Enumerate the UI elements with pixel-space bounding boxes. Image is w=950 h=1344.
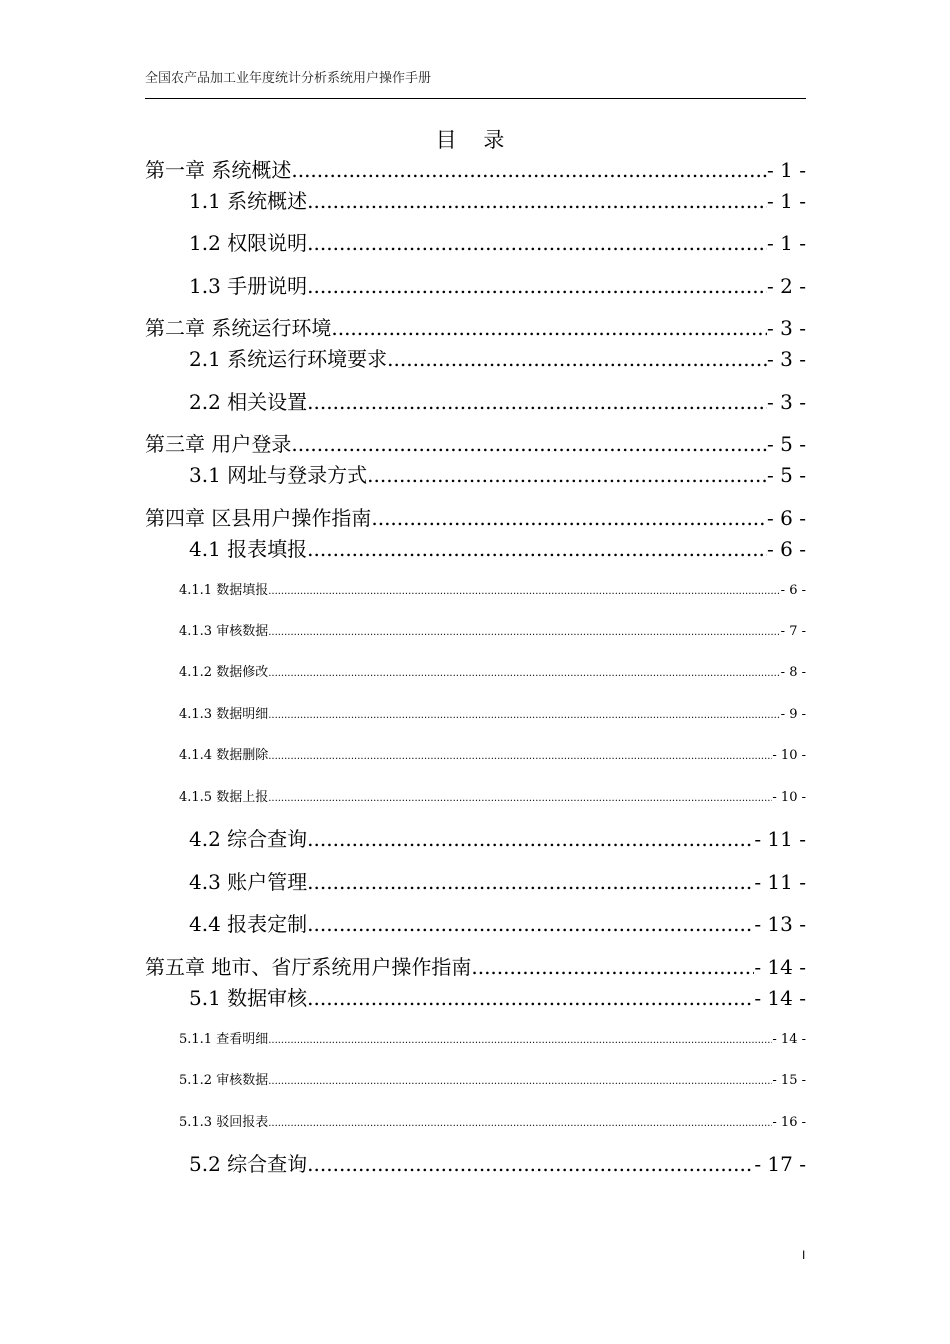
toc-entry-label: 4.1.2 数据修改 xyxy=(179,665,269,680)
dot-leader xyxy=(268,1115,772,1133)
toc-entry-subsection-4-1-4[interactable] xyxy=(179,747,806,766)
toc-entry-section-2-2[interactable] xyxy=(189,389,806,415)
header-divider xyxy=(145,98,806,99)
toc-entry-page: - 8 - xyxy=(780,665,806,680)
toc-entry-label: 1.2 权限说明 xyxy=(189,231,308,255)
toc-entry-page: - 3 - xyxy=(767,316,806,340)
toc-entry-section-4-1[interactable] xyxy=(189,536,806,562)
dot-leader xyxy=(367,462,767,488)
toc-entry-page: - 16 - xyxy=(772,1115,806,1130)
toc-entry-label: 4.1 报表填报 xyxy=(189,537,308,561)
toc-entry-page: - 3 - xyxy=(767,347,806,371)
toc-entry-page: - 11 - xyxy=(754,870,806,894)
toc-entry-label: 5.1.3 驳回报表 xyxy=(179,1115,269,1130)
toc-entry-section-1-2[interactable] xyxy=(189,230,806,256)
toc-entry-label: 第二章 系统运行环境 xyxy=(145,316,332,340)
toc-entry-section-1-3[interactable] xyxy=(189,273,806,299)
toc-entry-section-4-3[interactable] xyxy=(189,869,806,895)
toc-entry-section-2-1[interactable] xyxy=(189,346,806,372)
toc-entry-page: - 1 - xyxy=(767,158,806,182)
dot-leader xyxy=(371,505,767,531)
dot-leader xyxy=(471,954,754,980)
toc-entry-label: 1.3 手册说明 xyxy=(189,274,308,298)
toc-entry-page: - 9 - xyxy=(780,707,806,722)
toc-entry-label: 2.2 相关设置 xyxy=(189,390,308,414)
dot-leader xyxy=(268,624,780,642)
running-header: 全国农产品加工业年度统计分析系统用户操作手册 xyxy=(145,71,432,86)
toc-entry-label: 4.4 报表定制 xyxy=(189,912,308,936)
toc-entry-page: - 15 - xyxy=(772,1073,806,1088)
toc-entry-page: - 6 - xyxy=(780,583,806,598)
toc-entry-subsection-5-1-2[interactable] xyxy=(179,1072,806,1091)
dot-leader xyxy=(307,985,754,1011)
dot-leader xyxy=(307,536,767,562)
toc-entry-subsection-5-1-1[interactable] xyxy=(179,1031,806,1050)
toc-entry-page: - 2 - xyxy=(767,274,806,298)
dot-leader xyxy=(307,1151,754,1177)
toc-entry-subsection-4-1-3-detail[interactable] xyxy=(179,706,806,725)
toc-entry-section-4-2[interactable] xyxy=(189,826,806,852)
dot-leader xyxy=(307,389,767,415)
dot-leader xyxy=(268,1073,772,1091)
toc-entry-label: 5.2 综合查询 xyxy=(189,1152,308,1176)
page-number: I xyxy=(802,1248,806,1262)
dot-leader xyxy=(268,1032,772,1050)
dot-leader xyxy=(268,790,772,808)
dot-leader xyxy=(331,315,767,341)
toc-entry-section-5-2[interactable] xyxy=(189,1151,806,1177)
toc-entry-chapter-1[interactable] xyxy=(145,157,806,183)
toc-entry-page: - 6 - xyxy=(767,506,806,530)
toc-entry-page: - 6 - xyxy=(767,537,806,561)
dot-leader xyxy=(268,583,780,601)
toc-entry-label: 3.1 网址与登录方式 xyxy=(189,463,368,487)
dot-leader xyxy=(291,157,767,183)
toc-entry-page: - 14 - xyxy=(754,986,806,1010)
toc-entry-section-4-4[interactable] xyxy=(189,911,806,937)
toc-entry-section-3-1[interactable] xyxy=(189,462,806,488)
toc-entry-label: 4.3 账户管理 xyxy=(189,870,308,894)
toc-entry-section-1-1[interactable] xyxy=(189,188,806,214)
toc-title: 目 录 xyxy=(435,128,515,152)
toc-entry-chapter-2[interactable] xyxy=(145,315,806,341)
toc-entry-page: - 3 - xyxy=(767,390,806,414)
dot-leader xyxy=(268,707,780,725)
toc-entry-page: - 5 - xyxy=(767,432,806,456)
toc-entry-label: 第一章 系统概述 xyxy=(145,158,292,182)
toc-entry-page: - 1 - xyxy=(767,231,806,255)
dot-leader xyxy=(291,431,767,457)
toc-entry-label: 4.1.4 数据删除 xyxy=(179,748,269,763)
toc-entry-subsection-4-1-3-review[interactable] xyxy=(179,623,806,642)
toc-entry-label: 4.1.5 数据上报 xyxy=(179,790,269,805)
toc-entry-label: 1.1 系统概述 xyxy=(189,189,308,213)
toc-entry-page: - 10 - xyxy=(772,748,806,763)
dot-leader xyxy=(307,188,767,214)
toc-entry-label: 第五章 地市、省厅系统用户操作指南 xyxy=(145,955,472,979)
toc-entry-subsection-4-1-2[interactable] xyxy=(179,664,806,683)
dot-leader xyxy=(307,911,754,937)
toc-entry-label: 5.1 数据审核 xyxy=(189,986,308,1010)
toc-entry-page: - 13 - xyxy=(754,912,806,936)
toc-entry-label: 5.1.1 查看明细 xyxy=(179,1032,269,1047)
toc-entry-subsection-4-1-1[interactable] xyxy=(179,582,806,601)
toc-entry-chapter-5[interactable] xyxy=(145,954,806,980)
dot-leader xyxy=(268,748,772,766)
dot-leader xyxy=(387,346,767,372)
toc-entry-page: - 1 - xyxy=(767,189,806,213)
toc-entry-label: 第四章 区县用户操作指南 xyxy=(145,506,372,530)
toc-entry-page: - 17 - xyxy=(754,1152,806,1176)
toc-entry-label: 第三章 用户登录 xyxy=(145,432,292,456)
toc-entry-label: 4.1.3 数据明细 xyxy=(179,707,269,722)
toc-entry-page: - 5 - xyxy=(767,463,806,487)
dot-leader xyxy=(307,273,767,299)
toc-entry-page: - 14 - xyxy=(772,1032,806,1047)
toc-entry-chapter-3[interactable] xyxy=(145,431,806,457)
toc-entry-page: - 10 - xyxy=(772,790,806,805)
dot-leader xyxy=(307,230,767,256)
toc-entry-page: - 7 - xyxy=(780,624,806,639)
dot-leader xyxy=(268,665,780,683)
toc-entry-chapter-4[interactable] xyxy=(145,505,806,531)
dot-leader xyxy=(307,826,754,852)
dot-leader xyxy=(307,869,754,895)
toc-entry-label: 5.1.2 审核数据 xyxy=(179,1073,269,1088)
toc-entry-label: 2.1 系统运行环境要求 xyxy=(189,347,388,371)
toc-entry-subsection-4-1-5[interactable] xyxy=(179,789,806,808)
toc-entry-label: 4.1.1 数据填报 xyxy=(179,583,269,598)
toc-entry-page: - 14 - xyxy=(754,955,806,979)
toc-entry-subsection-5-1-3[interactable] xyxy=(179,1114,806,1133)
toc-entry-section-5-1[interactable] xyxy=(189,985,806,1011)
toc-entry-page: - 11 - xyxy=(754,827,806,851)
toc-entry-label: 4.1.3 审核数据 xyxy=(179,624,269,639)
toc-entry-label: 4.2 综合查询 xyxy=(189,827,308,851)
